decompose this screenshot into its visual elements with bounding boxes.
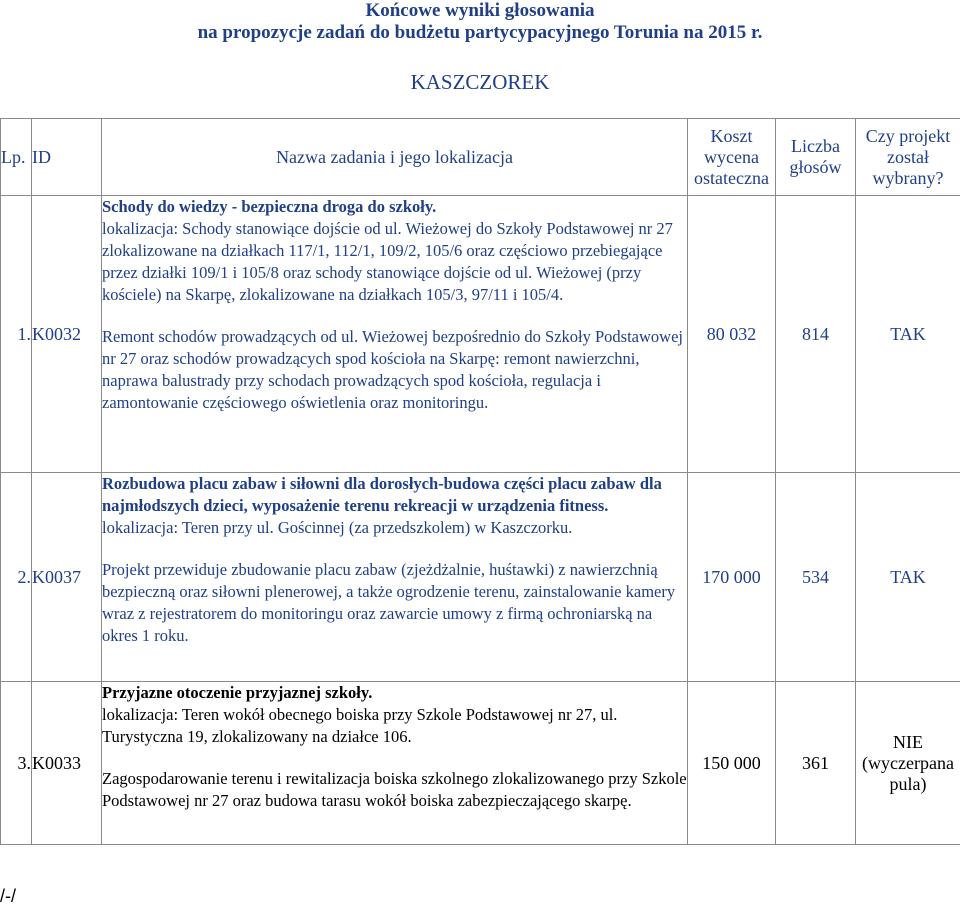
col-header-id: ID xyxy=(32,119,102,196)
row-description xyxy=(102,473,688,682)
project-scope: Remont schodów prowadzących od ul. Wieżowej bezpośrednio do Szkoły Podstawowej nr 27 oraz schodów prowadzących spod kościoła na Skarpę: remont nawierzchni, naprawa balustrady przy schodach prowadzących spod kościoła, regulacja i zamontowanie częściowego oświetlenia oraz monitoringu. xyxy=(102,327,683,412)
col-header-votes: Liczba głosów xyxy=(776,119,856,196)
row-id: K0032 xyxy=(32,196,102,473)
row-id: K0037 xyxy=(32,473,102,682)
table-row xyxy=(1,682,960,845)
footer-mark: /-/ xyxy=(0,886,16,906)
row-selected: TAK xyxy=(856,473,960,682)
project-location: lokalizacja: Teren wokół obecnego boiska przy Szkole Podstawowej nr 27, ul. Turystyczna 19, zlokalizowany na działce 106. xyxy=(102,705,618,746)
project-location: lokalizacja: Schody stanowiące dojście od ul. Wieżowej do Szkoły Podstawowej nr 27 zlokalizowane na działkach 117/1, 112/1, 109/2, 105/6 oraz częściowo przebiegające przez działki 109/1 i 105/8 oraz schody stanowiące dojście od ul. Wieżowej (przy kościele) na Skarpę, zlokalizowane na działkach 105/3, 97/11 i 105/4. xyxy=(102,219,673,304)
title-line-1: Końcowe wyniki głosowania xyxy=(365,0,595,21)
table-row xyxy=(1,473,960,682)
results-table xyxy=(0,118,960,845)
row-cost: 150 000 xyxy=(688,682,776,845)
row-description xyxy=(102,682,688,845)
project-location: lokalizacja: Teren przy ul. Gościnnej (za przedszkolem) w Kaszczorku. xyxy=(102,518,573,537)
district-name: KASZCZOREK xyxy=(410,70,550,94)
table-row xyxy=(1,196,960,473)
row-lp: 3. xyxy=(1,682,32,845)
row-description xyxy=(102,196,688,473)
row-votes: 814 xyxy=(776,196,856,473)
row-selected: NIE (wyczerpana pula) xyxy=(856,682,960,845)
project-name: Rozbudowa placu zabaw i siłowni dla dorosłych-budowa części placu zabaw dla najmłodszych dzieci, wyposażenie terenu rekreacji w urządzenia fitness. xyxy=(102,474,662,515)
row-cost: 80 032 xyxy=(688,196,776,473)
project-scope: Projekt przewiduje zbudowanie placu zabaw (zjeżdżalnie, huśtawki) z nawierzchnią bezpieczną oraz siłowni plenerowej, a także ogrodzenie terenu, zainstalowanie kamery wraz z rejestratorem do monitoringu oraz zawarcie umowy z firmą ochroniarską na okres 1 roku. xyxy=(102,560,676,645)
project-name: Schody do wiedzy - bezpieczna droga do szkoły. xyxy=(102,197,437,216)
table-header-row xyxy=(1,119,960,196)
title-line-2: na propozycje zadań do budżetu partycypacyjnego Torunia na 2015 r. xyxy=(197,22,763,43)
col-header-selected: Czy projekt został wybrany? xyxy=(856,119,960,196)
row-votes: 361 xyxy=(776,682,856,845)
row-selected: TAK xyxy=(856,196,960,473)
row-lp: 1. xyxy=(1,196,32,473)
col-header-cost: Koszt wycena ostateczna xyxy=(688,119,776,196)
col-header-lp: Lp. xyxy=(1,119,32,196)
row-id: K0033 xyxy=(32,682,102,845)
project-name: Przyjazne otoczenie przyjaznej szkoły. xyxy=(102,683,373,702)
project-scope: Zagospodarowanie terenu i rewitalizacja boiska szkolnego zlokalizowanego przy Szkole Podstawowej nr 27 oraz budowa tarasu wokół boiska zabezpieczającego skarpę. xyxy=(102,769,687,810)
row-votes: 534 xyxy=(776,473,856,682)
row-cost: 170 000 xyxy=(688,473,776,682)
row-lp: 2. xyxy=(1,473,32,682)
col-header-name: Nazwa zadania i jego lokalizacja xyxy=(102,119,688,196)
